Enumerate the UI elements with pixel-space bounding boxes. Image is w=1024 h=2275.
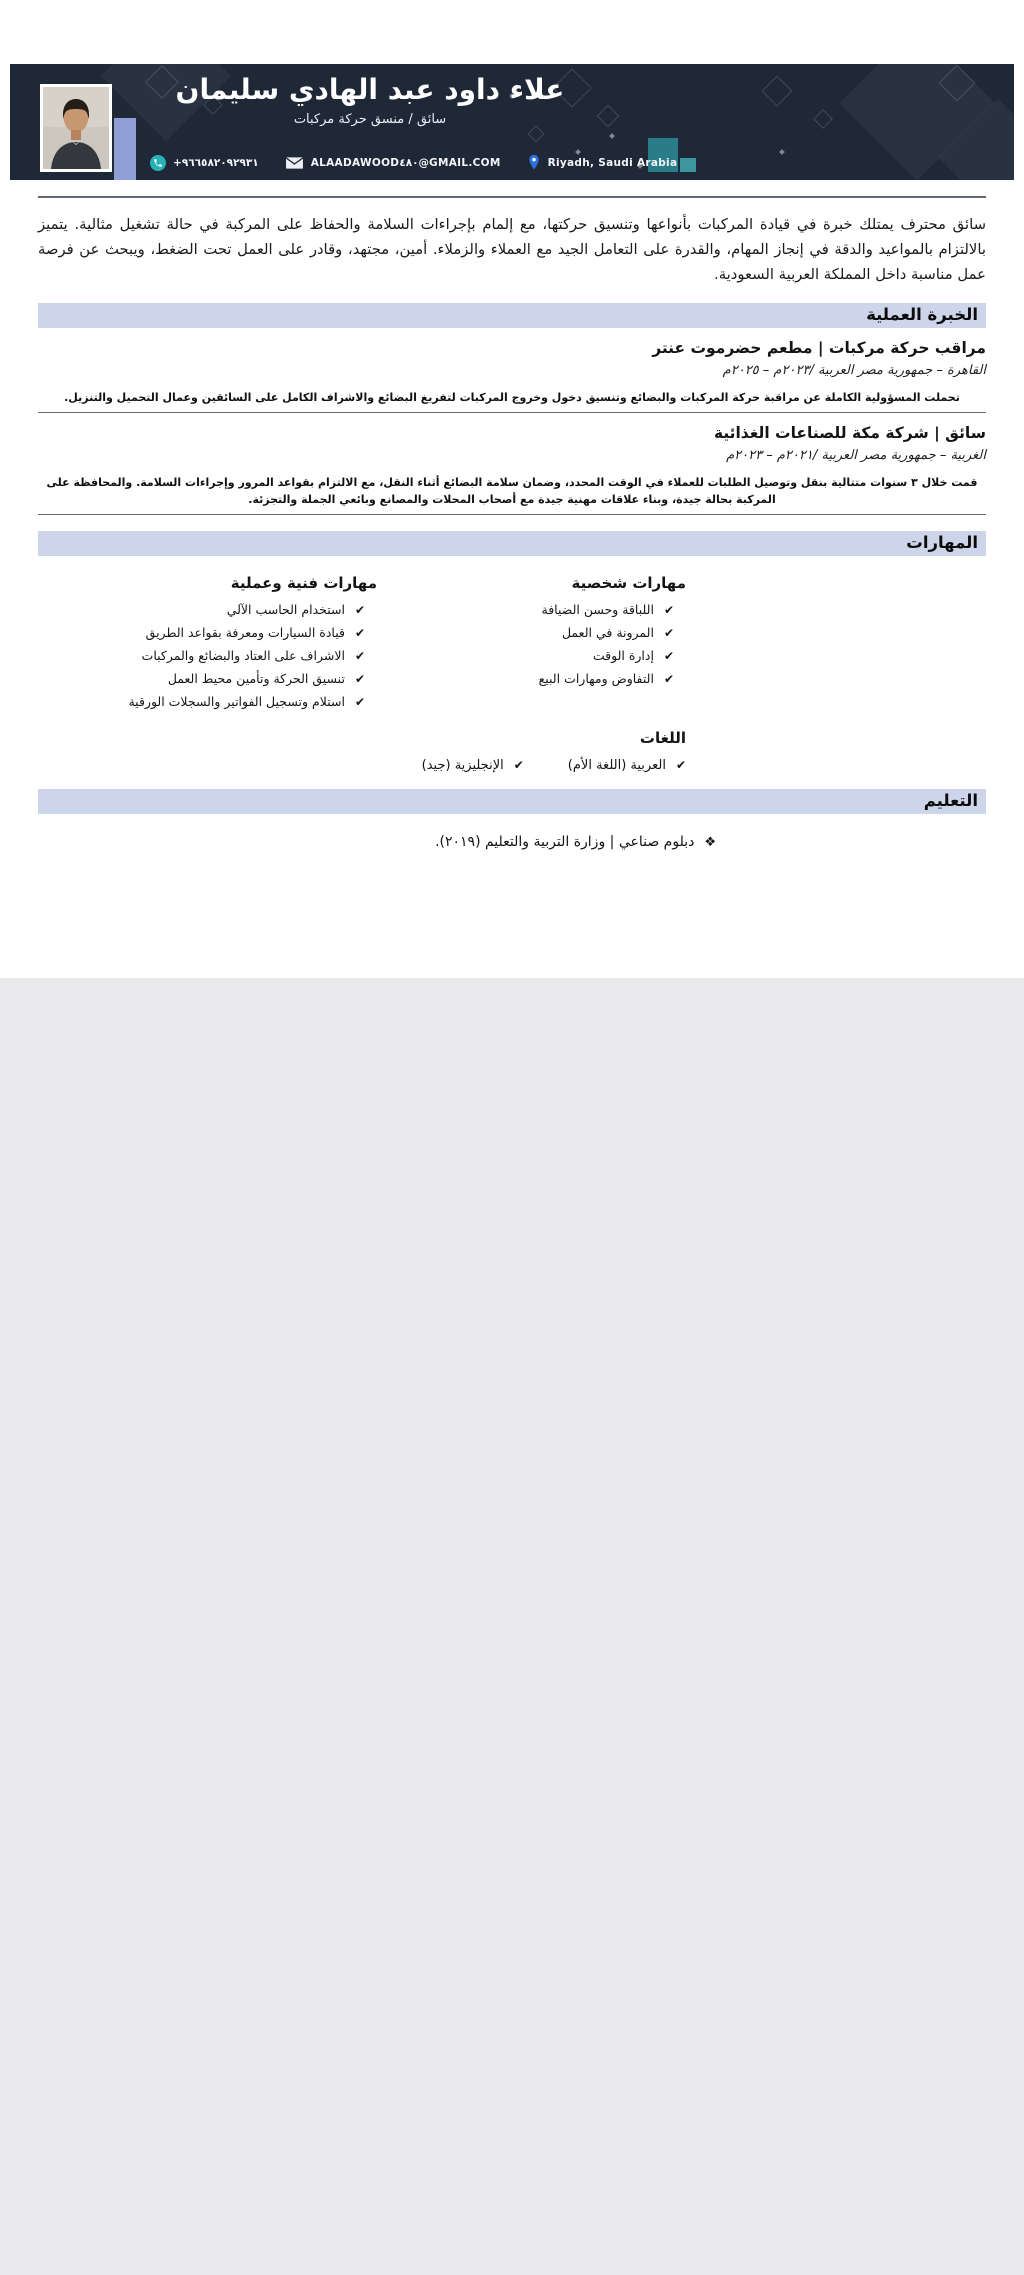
portrait-illustration [43, 87, 109, 169]
skill-text: استخدام الحاسب الآلي [226, 602, 345, 617]
check-icon: ✔ [663, 603, 674, 617]
contact-bar [150, 154, 677, 171]
skill-text: التفاوض ومهارات البيع [538, 671, 654, 686]
skill-text: استلام وتسجيل الفواتير والسجلات الورقية [128, 694, 345, 709]
diamond-bullet-icon: ❖ [704, 835, 716, 850]
languages-row [38, 758, 686, 773]
skill-text: الاشراف على العتاد والبضائع والمركبات [141, 648, 345, 663]
decor-diamond [761, 75, 792, 106]
phone-icon [150, 155, 166, 171]
skill-text: تنسيق الحركة وتأمين محيط العمل [167, 671, 345, 686]
check-icon: ✔ [663, 626, 674, 640]
check-icon: ✔ [663, 649, 674, 663]
phone-number: +٩٦٦٥٨٢٠٩٢٩٣١ [173, 156, 259, 169]
contact-phone [150, 155, 259, 171]
skill-item [38, 671, 365, 686]
job-description: قمت خلال ٣ سنوات متتالية بنقل وتوصيل الطلبات للعملاء في الوقت المحدد، وضمان سلامة البضائع أثناء النقل، مع الالتزام بقواعد المرور وإجراءات السلامة. والمحافظة على المركبة بحالة جيدة، وبناء علاقات مهنية جيدة مع أصحاب المحلات والمصانع وبائعي الجملة والتجزئة. [46, 476, 978, 506]
education-item [38, 834, 986, 850]
skill-text: اللباقة وحسن الضيافة [541, 602, 654, 617]
email-address: ALAADAWOOD٤٨٠@GMAIL.COM [310, 156, 501, 169]
section-bar-skills: المهارات [38, 531, 986, 556]
location-pin-icon [527, 154, 541, 171]
decor-diamond [597, 105, 620, 128]
email-icon [285, 156, 304, 170]
decor-teal-square-small [680, 158, 696, 172]
languages-block [38, 729, 986, 773]
personal-skills-column [512, 566, 986, 717]
languages-heading: اللغات [639, 729, 686, 747]
job-title: سائق / منسق حركة مركبات [293, 112, 447, 127]
resume-page [0, 0, 1024, 978]
language-text: الإنجليزية (جيد) [421, 758, 504, 773]
skill-item [38, 648, 365, 663]
job-entry [38, 424, 986, 515]
decor-diamond [813, 109, 833, 129]
section-bar-education: التعليم [38, 789, 986, 814]
header-divider [38, 196, 986, 198]
check-icon: ✔ [354, 603, 365, 617]
check-icon: ✔ [354, 672, 365, 686]
check-icon: ✔ [675, 758, 686, 772]
language-text: العربية (اللغة الأم) [567, 758, 666, 773]
contact-location [527, 154, 678, 171]
education-text: دبلوم صناعي | وزارة التربية والتعليم (٢٠١٩). [435, 834, 695, 850]
profile-photo [40, 84, 112, 172]
job-entry [38, 339, 986, 413]
skills-grid [38, 566, 986, 717]
header-band [10, 64, 1014, 180]
check-icon: ✔ [513, 758, 524, 772]
decor-dot [779, 149, 785, 155]
skill-text: المرونة في العمل [561, 625, 654, 640]
location-text: Riyadh, Saudi Arabia [547, 156, 678, 169]
contact-email [285, 156, 501, 170]
skill-item [512, 602, 674, 617]
skill-item [512, 625, 674, 640]
check-icon: ✔ [354, 695, 365, 709]
decor-accent-bar [114, 118, 136, 180]
job-description: تحملت المسؤولية الكاملة عن مراقبة حركة المركبات والبضائع وتنسيق دخول وخروج المركبات لتفريغ البضائع والاشراف الكامل على السائقين وعمال التحميل والتنزيل. [64, 391, 960, 404]
section-bar-experience: الخبرة العملية [38, 303, 986, 328]
job-role: سائق | شركة مكة للصناعات الغذائية [713, 424, 986, 442]
job-divider [38, 514, 986, 515]
check-icon: ✔ [354, 649, 365, 663]
name-block [160, 72, 580, 127]
check-icon: ✔ [663, 672, 674, 686]
skill-item [512, 648, 674, 663]
technical-skills-list [38, 602, 377, 709]
technical-skills-column [38, 566, 512, 717]
job-divider [38, 412, 986, 413]
skill-item [512, 671, 674, 686]
personal-skills-heading: مهارات شخصية [571, 574, 686, 592]
check-icon: ✔ [354, 626, 365, 640]
personal-skills-list [512, 602, 686, 686]
job-meta: القاهرة – جمهورية مصر العربية /٢٠٢٣م – ٢٠٢٥م [722, 363, 986, 378]
skill-item [38, 694, 365, 709]
job-role: مراقب حركة مركبات | مطعم حضرموت عنتر [652, 339, 986, 357]
language-item [568, 758, 686, 773]
language-item [422, 758, 524, 773]
candidate-name: علاء داود عبد الهادي سليمان [175, 73, 565, 106]
skill-item [38, 602, 365, 617]
technical-skills-heading: مهارات فنية وعملية [230, 574, 377, 592]
skill-text: إدارة الوقت [592, 648, 654, 663]
skill-text: قيادة السيارات ومعرفة بقواعد الطريق [145, 625, 345, 640]
decor-dot [609, 133, 615, 139]
job-meta: الغربية – جمهورية مصر العربية /٢٠٢١م – ٢٠٢٣م [726, 448, 986, 463]
profile-summary: سائق محترف يمتلك خبرة في قيادة المركبات بأنواعها وتنسيق حركتها، مع إلمام بإجراءات السلامة والحفاظ على المركبة في حالة تشغيل مثالية. يتميز بالالتزام بالمواعيد والدقة في إنجاز المهام، والقدرة على التعامل الجيد مع العملاء والزملاء. أمين، مجتهد، وقادر على العمل تحت الضغط، ويبحث عن فرصة عمل مناسبة داخل المملكة العربية السعودية. [38, 216, 986, 283]
resume-body [38, 212, 986, 850]
skill-item [38, 625, 365, 640]
decor-diamond [528, 126, 545, 143]
